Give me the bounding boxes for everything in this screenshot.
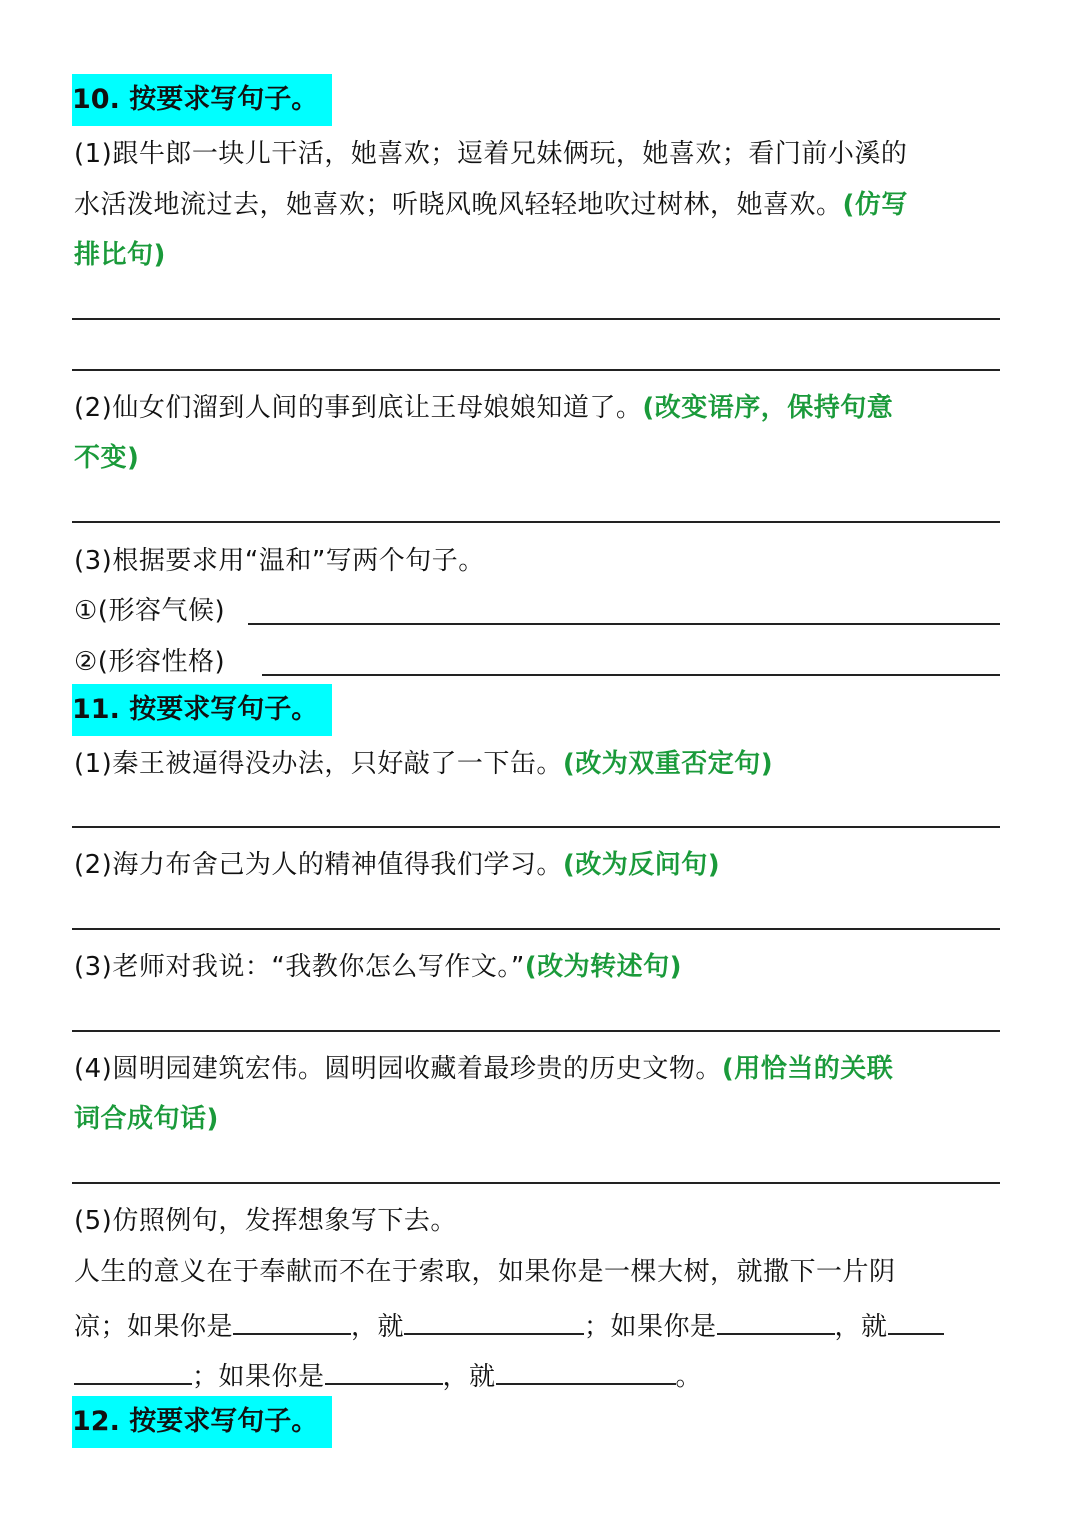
q11-p1-requirement: (改为双重否定句) xyxy=(562,749,774,779)
q10-p2-requirement-cont: 不变) xyxy=(74,443,140,473)
q10-p2-requirement: (改变语序，保持句意 xyxy=(642,393,894,423)
q10-heading: 10. 按要求写句子。 xyxy=(72,74,332,126)
q10-p2-line1: (2)仙女们溜到人间的事到底让王母娘娘知道了。(改变语序，保持句意 xyxy=(74,393,894,423)
fill-blank[interactable] xyxy=(74,1353,192,1385)
q12-heading: 12. 按要求写句子。 xyxy=(72,1396,332,1448)
answer-line[interactable] xyxy=(72,1030,1000,1032)
answer-line[interactable] xyxy=(72,1182,1000,1184)
fill-blank[interactable] xyxy=(404,1303,584,1335)
fill-blank[interactable] xyxy=(496,1353,676,1385)
answer-line[interactable] xyxy=(72,928,1000,930)
answer-line[interactable] xyxy=(248,623,1000,625)
fill-blank[interactable] xyxy=(233,1303,351,1335)
q11-p1-line: (1)秦王被逼得没办法，只好敲了一下缶。(改为双重否定句) xyxy=(74,749,774,779)
q11-p5-example-line3: ；如果你是 ，就 。 xyxy=(74,1353,702,1397)
answer-line[interactable] xyxy=(262,674,1000,676)
q11-p2-requirement: (改为反问句) xyxy=(562,850,721,880)
q11-p5-example-line2: 凉；如果你是 ，就 ；如果你是 ，就 xyxy=(74,1303,944,1347)
q11-p5-line: (5)仿照例句，发挥想象写下去。 xyxy=(74,1206,457,1236)
q10-p3-a: ①(形容气候) xyxy=(74,596,226,626)
q11-p3-requirement: (改为转述句) xyxy=(524,952,683,982)
q10-p1-line1: (1)跟牛郎一块儿干活，她喜欢；逗着兄妹俩玩，她喜欢；看门前小溪的 xyxy=(74,139,908,169)
answer-line[interactable] xyxy=(72,318,1000,320)
q11-p2-line: (2)海力布舍己为人的精神值得我们学习。(改为反问句) xyxy=(74,850,721,880)
q10-p1-requirement-cont: 排比句) xyxy=(74,240,166,270)
q11-p4-requirement-cont: 词合成句话) xyxy=(74,1104,219,1134)
q11-p4-requirement: (用恰当的关联 xyxy=(721,1054,894,1084)
answer-line[interactable] xyxy=(72,369,1000,371)
q11-p3-line: (3)老师对我说：“我教你怎么写作文。”(改为转述句) xyxy=(74,952,683,982)
q11-p5-example-line1: 人生的意义在于奉献而不在于索取，如果你是一棵大树，就撒下一片阴 xyxy=(74,1257,896,1287)
q11-heading: 11. 按要求写句子。 xyxy=(72,684,332,736)
q11-p4-line1: (4)圆明园建筑宏伟。圆明园收藏着最珍贵的历史文物。(用恰当的关联 xyxy=(74,1054,894,1084)
answer-line[interactable] xyxy=(72,826,1000,828)
fill-blank[interactable] xyxy=(888,1303,944,1335)
fill-blank[interactable] xyxy=(325,1353,443,1385)
q10-p3-line: (3)根据要求用“温和”写两个句子。 xyxy=(74,546,485,576)
q10-p1-requirement: (仿写 xyxy=(842,190,908,220)
q10-p3-b: ②(形容性格) xyxy=(74,647,226,677)
answer-line[interactable] xyxy=(72,521,1000,523)
fill-blank[interactable] xyxy=(717,1303,835,1335)
q10-p1-line2: 水活泼地流过去，她喜欢；听晓风晚风轻轻地吹过树林，她喜欢。(仿写 xyxy=(74,190,908,220)
